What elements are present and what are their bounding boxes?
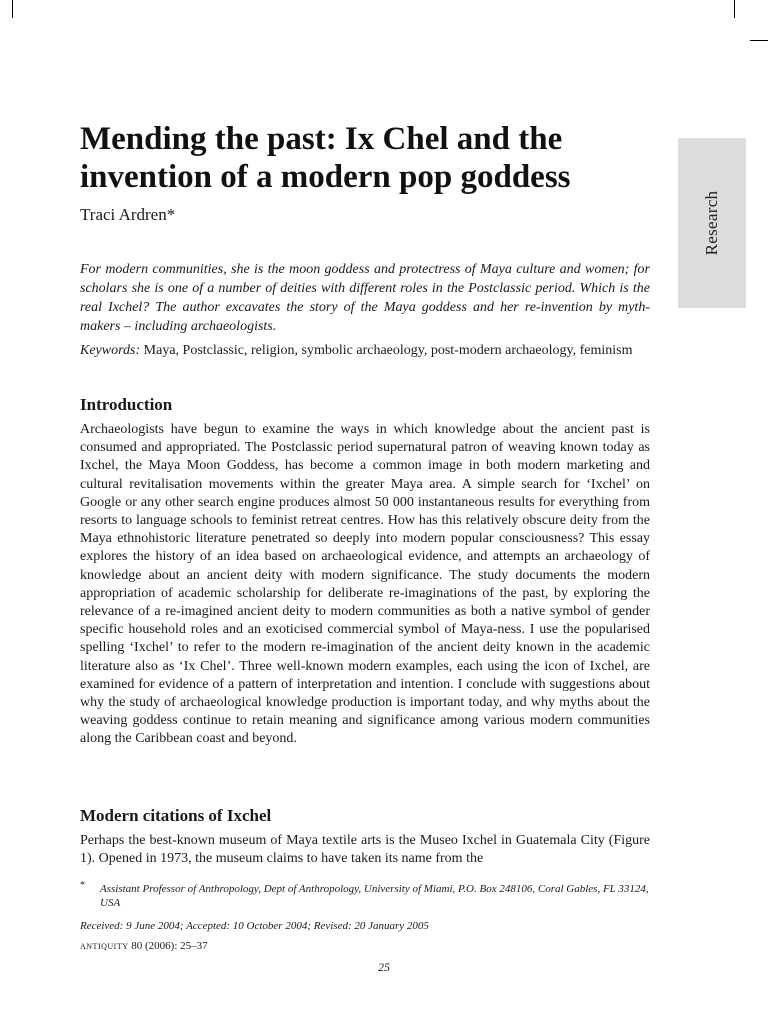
article-title: Mending the past: Ix Chel and the invention of a modern pop goddess <box>80 121 571 195</box>
page-number: 25 <box>378 960 390 974</box>
keywords <box>80 341 650 360</box>
crop-mark-right <box>734 0 735 18</box>
crop-mark-left <box>12 0 13 18</box>
section-body-introduction: Archaeologists have begun to examine the ways in which knowledge about the ancient past is consumed and appropriated. The Postclassic period supernatural patron of weaving known today as Ixchel, the Maya Moon Goddess, has become a common image in both modern marketing and cultural revitalisation movements within the greater Maya area. A simple search for ‘Ixchel’ on Google or any other search engine produces almost 50 000 instantaneous results for everything from resorts to language schools to feminist retreat centres. How has this relatively obscure deity from the Maya ethnohistoric literature penetrated so deeply into modern popular consciousness? This essay explores the history of an idea based on archaeological evidence, and attempts an archaeology of knowledge about an ancient deity with modern significance. The study documents the modern appropriation of academic scholarship for deliberate re-imaginations of the past, by exploring the relevance of a re-imagined ancient deity to modern communities as both a native symbol of gender specific household roles and an exoticised commercial symbol of Maya-ness. I use the popularised spelling ‘Ixchel’ to refer to the modern re-imagination of the ancient deity known in the academic literature also as ‘Ix Chel’. Three well-known modern examples, each using the icon of Ixchel, are examined for evidence of a pattern of interpretation and intention. I conclude with suggestions about why the study of archaeological knowledge production is important today, and why myths about the weaving goddess continue to retain meaning and significance among various modern communities along the Caribbean coast and beyond. <box>80 422 650 747</box>
section-heading-introduction: Introduction <box>80 395 173 414</box>
keywords-label: Keywords: <box>80 343 141 358</box>
section-tab-label: Research <box>702 190 721 256</box>
article-abstract: For modern communities, she is the moon goddess and protectress of Maya culture and women; for scholars she is one of a number of deities with different roles in the Postclassic period. Which is the real Ixchel? The author excavates the story of the Maya goddess and her re-invention by myth-makers – including archaeologists. <box>80 262 650 334</box>
keywords-text: Maya, Postclassic, religion, symbolic archaeology, post-modern archaeology, feminism <box>143 343 633 358</box>
footnote-text: Assistant Professor of Anthropology, Dept of Anthropology, University of Miami, P.O. Box 248106, Coral Gables, FL 33124, USA <box>100 883 649 909</box>
received-dates: Received: 9 June 2004; Accepted: 10 October 2004; Revised: 20 January 2005 <box>80 920 429 932</box>
journal-volume-pages: 80 (2006): 25–37 <box>131 940 208 952</box>
journal-name: antiquity <box>80 940 129 952</box>
section-tab <box>678 138 746 308</box>
journal-citation <box>80 940 208 952</box>
section-heading-modern-citations: Modern citations of Ixchel <box>80 806 272 825</box>
crop-mark-horizontal <box>750 40 768 41</box>
section-body-modern-citations: Perhaps the best-known museum of Maya textile arts is the Museo Ixchel in Guatemala City (Figure 1). Opened in 1973, the museum claims to have taken its name from the <box>80 833 650 867</box>
footnote-mark: * <box>80 880 85 891</box>
article-author: Traci Ardren* <box>80 205 176 224</box>
author-footnote <box>80 882 650 910</box>
